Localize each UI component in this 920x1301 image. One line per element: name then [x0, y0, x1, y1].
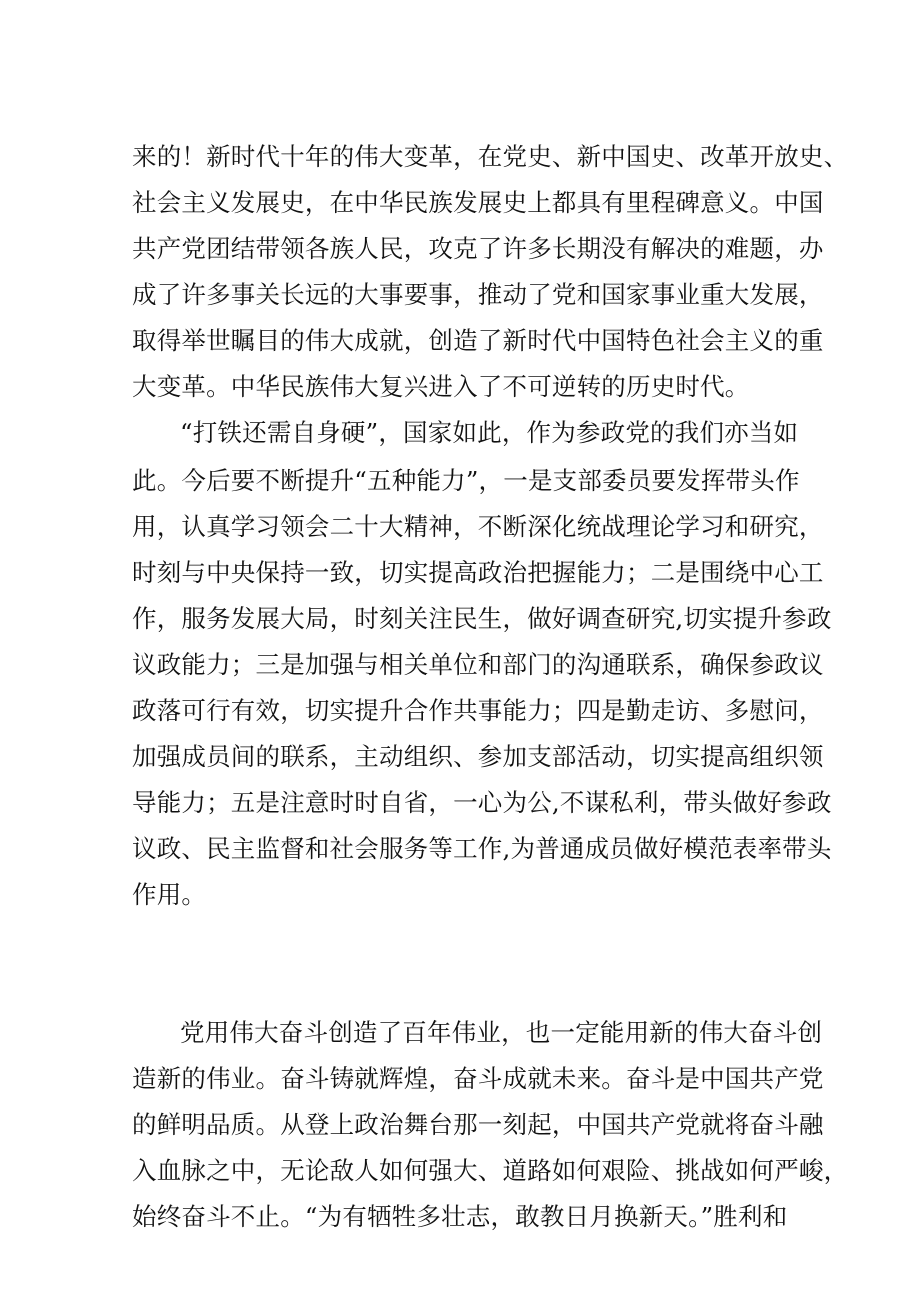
text-line: 大变革。中华民族伟大复兴进入了不可逆转的历史时代。: [132, 372, 750, 401]
text-line: 此。今后要不断提升“五种能力”，一是支部委员要发挥带头作: [132, 466, 800, 495]
text-line: 入血脉之中，无论敌人如何强大、道路如何艰险、挑战如何严峻，: [132, 1156, 849, 1185]
text-line: 作用。: [132, 880, 207, 909]
text-line: 用，认真学习领会二十大精神，不断深化统战理论学习和研究，: [132, 512, 824, 541]
text-line: 共产党团结带领各族人民，攻克了许多长期没有解决的难题，办: [132, 234, 824, 263]
text-line: 议政能力；三是加强与相关单位和部门的沟通联系，确保参政议: [132, 650, 824, 679]
text-line: 的鲜明品质。从登上政治舞台那一刻起，中国共产党就将奋斗融: [132, 1110, 824, 1139]
text-line: 取得举世瞩目的伟大成就，创造了新时代中国特色社会主义的重: [132, 326, 824, 355]
text-line: 时刻与中央保持一致，切实提高政治把握能力；二是围绕中心工: [132, 558, 824, 587]
text-line: 社会主义发展史，在中华民族发展史上都具有里程碑意义。中国: [132, 188, 824, 217]
text-line: 来的！新时代十年的伟大变革，在党史、新中国史、改革开放史、: [132, 142, 849, 171]
text-line: “打铁还需自身硬”，国家如此，作为参政党的我们亦当如: [180, 418, 799, 447]
text-line: 加强成员间的联系，主动组织、参加支部活动，切实提高组织领: [132, 742, 824, 771]
text-line: 导能力；五是注意时时自省，一心为公,不谋私利，带头做好参政: [132, 788, 832, 817]
text-line: [132, 921, 808, 961]
text-line: 成了许多事关长远的大事要事，推动了党和国家事业重大发展，: [132, 280, 824, 309]
text-line: 作，服务发展大局，时刻关注民生，做好调查研究,切实提升参政: [132, 604, 832, 633]
text-line: 始终奋斗不止。“为有牺牲多壮志，敢教日月换新天。”胜利和: [132, 1202, 788, 1231]
text-line: 政落可行有效，切实提升合作共事能力；四是勤走访、多慰问，: [132, 696, 824, 725]
text-line: 党用伟大奋斗创造了百年伟业，也一定能用新的伟大奋斗创: [180, 1018, 823, 1047]
text-line: 议政、民主监督和社会服务等工作,为普通成员做好模范表率带头: [132, 834, 832, 863]
text-line: [132, 967, 808, 1007]
text-line: 造新的伟业。奋斗铸就辉煌，奋斗成就未来。奋斗是中国共产党: [132, 1064, 824, 1093]
